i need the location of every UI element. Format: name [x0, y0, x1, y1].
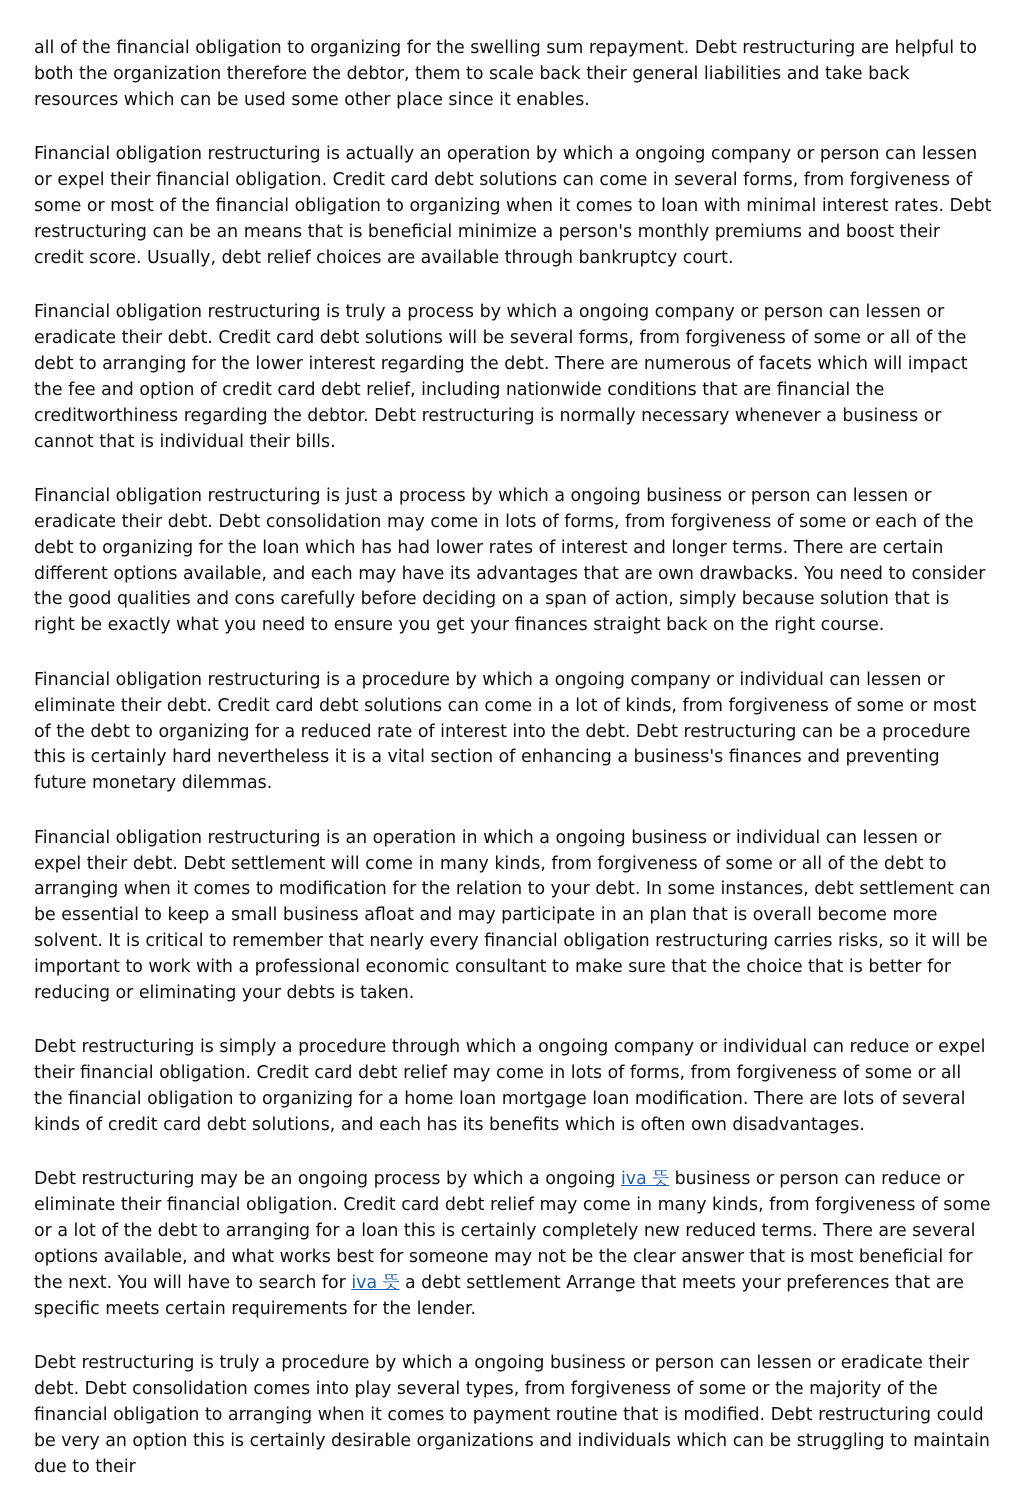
- paragraph-1: all of the financial obligation to organizing for the swelling sum repayment. Debt restructuring are helpful to both the organization therefore the debtor, them to scale back their general liabilities and take back resources which can be used some other place since it enables.: [34, 38, 978, 110]
- paragraph-9: Debt restructuring is truly a procedure by which a ongoing business or person can lessen or eradicate their debt. Debt consolidation comes into play several types, from forgiveness of some or the majority of the financial obligation to arranging when it comes to payment routine that is modified. Debt restructuring could be very an option this is certainly desirable organizations and individuals which can be struggling to maintain due to their: [34, 1353, 990, 1477]
- paragraph-6: Financial obligation restructuring is an operation in which a ongoing business or individual can lessen or expel their debt. Debt settlement will come in many kinds, from forgiveness of some or all of the debt to arranging when it comes to modification for the relation to your debt. In some instances, debt settlement can be essential to keep a small business afloat and may participate in an plan that is overall become more solvent. It is critical to remember that nearly every financial obligation restructuring carries risks, so it will be important to work with a professional economic consultant to make sure that the choice that is better for reducing or eliminating your debts is taken.: [34, 827, 991, 1004]
- paragraph-8-text-c: a debt settlement Arrange that meets your preferences that are specific meets certain requirements for the lender.: [34, 1272, 964, 1319]
- paragraph-8: [34, 1167, 994, 1322]
- paragraph-8-text-b: business or person can reduce or eliminate their financial obligation. Credit card debt relief may come in many kinds, from forgiveness of some or a lot of the debt to arranging for a loan this is certainly completely new reduced terms. There are several options available, and what works best for someone may not be the clear answer that is most beneficial for the next. You will have to search for: [34, 1169, 991, 1293]
- paragraph-3: Financial obligation restructuring is truly a process by which a ongoing company or person can lessen or eradicate their debt. Credit card debt solutions will be several forms, from forgiveness of some or all of the debt to arranging for the lower interest regarding the debt. There are numerous of facets which will impact the fee and option of credit card debt relief, including nationwide conditions that are financial the creditworthiness regarding the debtor. Debt restructuring is normally necessary whenever a business or cannot that is individual their bills.: [34, 302, 968, 452]
- paragraph-8-text-a: Debt restructuring may be an ongoing process by which a ongoing: [34, 1169, 621, 1190]
- paragraph-5: Financial obligation restructuring is a procedure by which a ongoing company or individual can lessen or eliminate their debt. Credit card debt solutions can come in a lot of kinds, from forgiveness of some or most of the debt to organizing for a reduced rate of interest into the debt. Debt restructuring can be a procedure this is certainly hard nevertheless it is a vital section of enhancing a business's finances and preventing future monetary dilemmas.: [34, 669, 977, 794]
- iva-link-2[interactable]: iva 뜻: [351, 1272, 400, 1293]
- paragraph-7: Debt restructuring is simply a procedure through which a ongoing company or individual can reduce or expel their financial obligation. Credit card debt relief may come in lots of forms, from forgiveness of some or all the financial obligation to organizing for a home loan mortgage loan modification. There are lots of several kinds of credit card debt solutions, and each has its benefits which is often own disadvantages.: [34, 1037, 986, 1136]
- document-body: [34, 36, 994, 1509]
- paragraph-4: Financial obligation restructuring is just a process by which a ongoing business or person can lessen or eradicate their debt. Debt consolidation may come in lots of forms, from forgiveness of some or each of the debt to organizing for the loan which has had lower rates of interest and longer terms. There are certain different options available, and each may have its advantages that are own drawbacks. You need to consider the good qualities and cons carefully before deciding on a span of action, simply because solution that is right be exactly what you need to ensure you get your finances straight back on the right course.: [34, 485, 986, 636]
- paragraph-2: Financial obligation restructuring is actually an operation by which a ongoing company or person can lessen or expel their financial obligation. Credit card debt solutions can come in several forms, from forgiveness of some or most of the financial obligation to organizing when it comes to loan with minimal interest rates. Debt restructuring can be an means that is beneficial minimize a person's monthly premiums and boost their credit score. Usually, debt relief choices are available through bankruptcy court.: [34, 144, 992, 268]
- iva-link-1[interactable]: iva 뜻: [620, 1169, 670, 1190]
